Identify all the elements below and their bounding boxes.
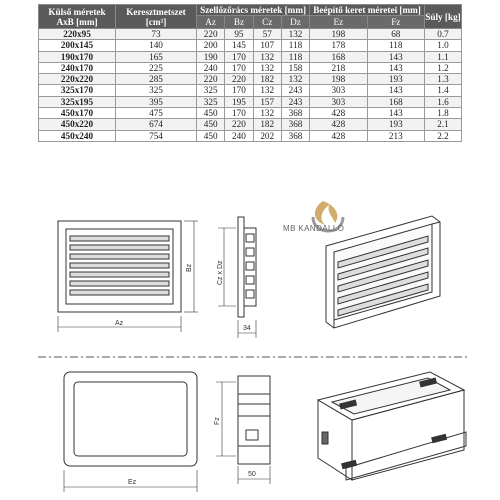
header-vent-size: Szellőzőrács méretek [mm]	[197, 5, 310, 16]
table-cell: 195	[225, 96, 253, 107]
table-cell: 325	[197, 96, 225, 107]
table-cell: 73	[116, 29, 197, 40]
table-cell: 325x195	[39, 96, 116, 107]
subheader-cz: Cz	[253, 16, 281, 29]
dim-az-label: Az	[115, 320, 124, 327]
table-cell: 450x240	[39, 130, 116, 141]
table-cell: 1.4	[425, 85, 462, 96]
logo-text: MB KANDALLÓ	[283, 224, 345, 233]
dim-depth2-label: 50	[248, 471, 256, 478]
subheader-ez: Ez	[310, 16, 367, 29]
table-cell: 170	[225, 51, 253, 62]
table-cell: 158	[281, 62, 309, 73]
table-cell: 240	[197, 62, 225, 73]
table-cell: 475	[116, 108, 197, 119]
header-weight: Súly [kg]	[425, 5, 462, 29]
dim-ez-label: Ez	[128, 479, 137, 486]
table-cell: 140	[116, 40, 197, 51]
vent-side-view	[238, 217, 256, 317]
table-cell: 225	[116, 62, 197, 73]
table-cell: 132	[253, 108, 281, 119]
table-cell: 143	[367, 51, 424, 62]
frame-front-view	[64, 372, 197, 466]
table-cell: 132	[281, 29, 309, 40]
table-cell: 368	[281, 119, 309, 130]
subheader-az: Az	[197, 16, 225, 29]
table-cell: 754	[116, 130, 197, 141]
table-cell: 674	[116, 119, 197, 130]
table-cell: 168	[310, 51, 367, 62]
table-cell: 450x170	[39, 108, 116, 119]
table-cell: 325	[116, 85, 197, 96]
table-cell: 220x220	[39, 74, 116, 85]
table-cell: 243	[281, 96, 309, 107]
table-cell: 168	[367, 96, 424, 107]
table-cell: 193	[367, 74, 424, 85]
table-cell: 395	[116, 96, 197, 107]
table-cell: 190x170	[39, 51, 116, 62]
table-cell: 170	[225, 85, 253, 96]
table-cell: 428	[310, 119, 367, 130]
table-cell: 1.6	[425, 96, 462, 107]
table-cell: 303	[310, 85, 367, 96]
subheader-dz: Dz	[281, 16, 309, 29]
table-cell: 220	[197, 74, 225, 85]
table-cell: 178	[310, 40, 367, 51]
table-cell: 285	[116, 74, 197, 85]
table-cell: 2.2	[425, 130, 462, 141]
table-cell: 182	[253, 119, 281, 130]
dim-bz-label: Bz	[186, 263, 193, 272]
table-cell: 450	[197, 130, 225, 141]
table-cell: 240x170	[39, 62, 116, 73]
table-cell: 220	[225, 74, 253, 85]
table-cell: 95	[225, 29, 253, 40]
table-cell: 68	[367, 29, 424, 40]
table-cell: 132	[253, 51, 281, 62]
table-cell: 198	[310, 74, 367, 85]
table-cell: 57	[253, 29, 281, 40]
subheader-bz: Bz	[225, 16, 253, 29]
table-cell: 190	[197, 51, 225, 62]
dim-fz-label: Fz	[214, 417, 221, 425]
table-cell: 218	[310, 62, 367, 73]
table-cell: 157	[253, 96, 281, 107]
table-cell: 1.8	[425, 108, 462, 119]
table-cell: 368	[281, 108, 309, 119]
frame-side-view	[238, 376, 270, 464]
table-cell: 143	[367, 62, 424, 73]
dim-depth1-label: 34	[243, 325, 251, 332]
table-cell: 1.2	[425, 62, 462, 73]
table-cell: 132	[253, 62, 281, 73]
vent-front-view	[58, 221, 181, 312]
table-cell: 170	[225, 108, 253, 119]
table-cell: 1.1	[425, 51, 462, 62]
dim-czdz-label: Cz x Dz	[217, 260, 224, 285]
table-cell: 2.1	[425, 119, 462, 130]
table-cell: 118	[367, 40, 424, 51]
table-cell: 450	[197, 108, 225, 119]
header-outer-size: Külső méretek AxB [mm]	[39, 5, 116, 29]
table-cell: 118	[281, 51, 309, 62]
table-cell: 143	[367, 108, 424, 119]
table-cell: 220x95	[39, 29, 116, 40]
subheader-fz: Fz	[367, 16, 424, 29]
frame-perspective-view	[318, 372, 466, 480]
table-cell: 202	[253, 130, 281, 141]
table-cell: 428	[310, 108, 367, 119]
header-cross-section: Keresztmetszet [cm²]	[116, 5, 197, 29]
table-cell: 0.7	[425, 29, 462, 40]
table-cell: 450x220	[39, 119, 116, 130]
table-cell: 428	[310, 130, 367, 141]
table-cell: 213	[367, 130, 424, 141]
table-cell: 325x170	[39, 85, 116, 96]
table-cell: 368	[281, 130, 309, 141]
table-cell: 200	[197, 40, 225, 51]
table-cell: 240	[225, 130, 253, 141]
table-cell: 325	[197, 85, 225, 96]
vent-louvers	[70, 236, 169, 295]
vent-perspective-view	[326, 216, 440, 328]
table-cell: 1.0	[425, 40, 462, 51]
table-cell: 220	[197, 29, 225, 40]
table-cell: 450	[197, 119, 225, 130]
table-cell: 165	[116, 51, 197, 62]
table-cell: 132	[253, 85, 281, 96]
table-cell: 220	[225, 119, 253, 130]
table-cell: 145	[225, 40, 253, 51]
table-cell: 143	[367, 85, 424, 96]
table-cell: 132	[281, 74, 309, 85]
table-cell: 200x145	[39, 40, 116, 51]
table-cell: 182	[253, 74, 281, 85]
table-cell: 303	[310, 96, 367, 107]
table-cell: 118	[281, 40, 309, 51]
table-cell: 1.3	[425, 74, 462, 85]
header-frame-size: Beépítő keret méretei [mm]	[310, 5, 425, 16]
table-cell: 107	[253, 40, 281, 51]
table-cell: 198	[310, 29, 367, 40]
table-cell: 193	[367, 119, 424, 130]
table-cell: 243	[281, 85, 309, 96]
table-cell: 170	[225, 62, 253, 73]
